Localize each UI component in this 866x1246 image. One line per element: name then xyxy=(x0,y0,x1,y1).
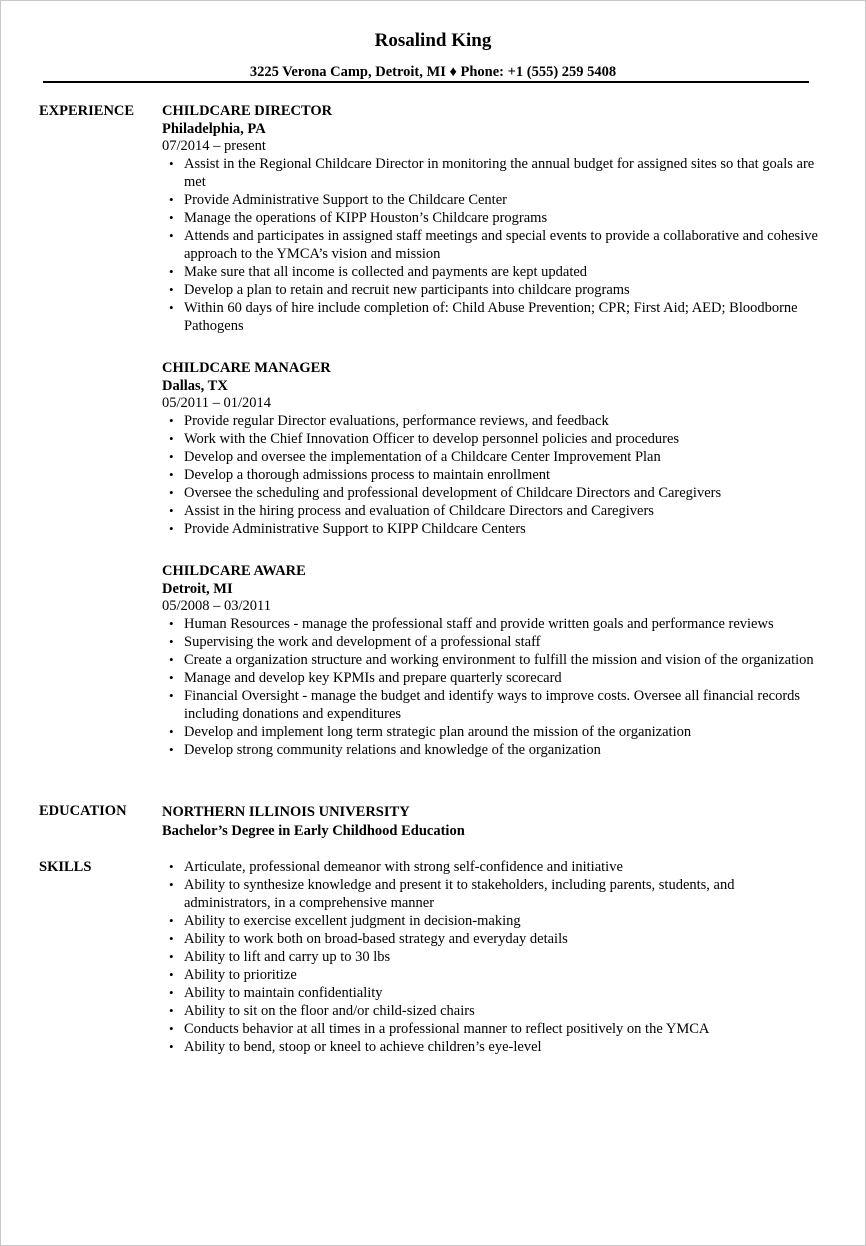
job-dates: 05/2008 – 03/2011 xyxy=(162,598,272,614)
job-location: Philadelphia, PA xyxy=(162,121,266,137)
skill-item: • Ability to exercise excellent judgment in decision-making xyxy=(162,912,822,930)
bullet-item: • Create a organization structure and working environment to fulfill the mission and vision of the organization xyxy=(162,651,822,669)
job-location: Detroit, MI xyxy=(162,581,233,597)
school-name: NORTHERN ILLINOIS UNIVERSITY xyxy=(162,804,410,820)
skill-item: • Conducts behavior at all times in a professional manner to reflect positively on the YMCA xyxy=(162,1020,822,1038)
education-entry xyxy=(162,802,822,840)
job-entry xyxy=(162,562,822,759)
candidate-name: Rosalind King xyxy=(374,30,492,51)
job-bullets xyxy=(162,412,822,538)
job-dates: 05/2011 – 01/2014 xyxy=(162,395,272,411)
job-location: Dallas, TX xyxy=(162,378,228,394)
skills-list xyxy=(162,858,822,1056)
section-label-skills: SKILLS xyxy=(39,859,92,875)
bullet-item: • Work with the Chief Innovation Officer to develop personnel policies and procedures xyxy=(162,430,822,448)
skill-item: • Ability to synthesize knowledge and present it to stakeholders, including parents, students, and administrators, in a comprehensive manner xyxy=(162,876,822,912)
degree-name: Bachelor’s Degree in Early Childhood Education xyxy=(162,823,465,839)
bullet-item: • Financial Oversight - manage the budget and identify ways to improve costs. Oversee all financial records including donations and expenditures xyxy=(162,687,822,723)
skill-item: • Ability to work both on broad-based strategy and everyday details xyxy=(162,930,822,948)
bullet-item: • Manage and develop key KPMIs and prepare quarterly scorecard xyxy=(162,669,822,687)
job-dates: 07/2014 – present xyxy=(162,138,266,154)
section-label-experience: EXPERIENCE xyxy=(39,103,135,119)
bullet-item: • Human Resources - manage the professional staff and provide written goals and performance reviews xyxy=(162,615,822,633)
bullet-item: • Assist in the Regional Childcare Director in monitoring the annual budget for assigned sites so that goals are met xyxy=(162,155,822,191)
bullet-item: • Develop and oversee the implementation of a Childcare Center Improvement Plan xyxy=(162,448,822,466)
job-title: CHILDCARE MANAGER xyxy=(162,360,331,376)
skill-item: • Ability to sit on the floor and/or child-sized chairs xyxy=(162,1002,822,1020)
bullet-item: • Supervising the work and development of a professional staff xyxy=(162,633,822,651)
bullet-item: • Manage the operations of KIPP Houston’s Childcare programs xyxy=(162,209,822,227)
bullet-item: • Develop a thorough admissions process to maintain enrollment xyxy=(162,466,822,484)
job-entry xyxy=(162,102,822,335)
bullet-item: • Assist in the hiring process and evaluation of Childcare Directors and Caregivers xyxy=(162,502,822,520)
bullet-item: • Make sure that all income is collected and payments are kept updated xyxy=(162,263,822,281)
contact-line: 3225 Verona Camp, Detroit, MI ♦ Phone: +1 (555) 259 5408 xyxy=(249,64,617,80)
bullet-item: • Develop a plan to retain and recruit new participants into childcare programs xyxy=(162,281,822,299)
bullet-item: • Attends and participates in assigned staff meetings and special events to provide a collaborative and cohesive approach to the YMCA’s vision and mission xyxy=(162,227,822,263)
job-entry xyxy=(162,359,822,538)
bullet-item: • Develop and implement long term strategic plan around the mission of the organization xyxy=(162,723,822,741)
skill-item: • Ability to maintain confidentiality xyxy=(162,984,822,1002)
skill-item: • Ability to lift and carry up to 30 lbs xyxy=(162,948,822,966)
bullet-item: • Develop strong community relations and knowledge of the organization xyxy=(162,741,822,759)
skill-item: • Ability to prioritize xyxy=(162,966,822,984)
skill-item: • Ability to bend, stoop or kneel to achieve children’s eye-level xyxy=(162,1038,822,1056)
skill-item: • Articulate, professional demeanor with strong self-confidence and initiative xyxy=(162,858,822,876)
job-title: CHILDCARE DIRECTOR xyxy=(162,103,333,119)
bullet-item: • Oversee the scheduling and professional development of Childcare Directors and Caregivers xyxy=(162,484,822,502)
bullet-item: • Provide regular Director evaluations, performance reviews, and feedback xyxy=(162,412,822,430)
job-bullets xyxy=(162,615,822,759)
header-divider xyxy=(43,81,809,83)
section-label-education: EDUCATION xyxy=(39,803,127,819)
job-title: CHILDCARE AWARE xyxy=(162,563,306,579)
job-bullets xyxy=(162,155,822,335)
skills-list-wrap xyxy=(162,858,822,1056)
experience-list xyxy=(162,102,822,783)
bullet-item: • Provide Administrative Support to KIPP Childcare Centers xyxy=(162,520,822,538)
bullet-item: • Provide Administrative Support to the Childcare Center xyxy=(162,191,822,209)
bullet-item: • Within 60 days of hire include completion of: Child Abuse Prevention; CPR; First Aid; AED; Bloodborne Pathogens xyxy=(162,299,822,335)
